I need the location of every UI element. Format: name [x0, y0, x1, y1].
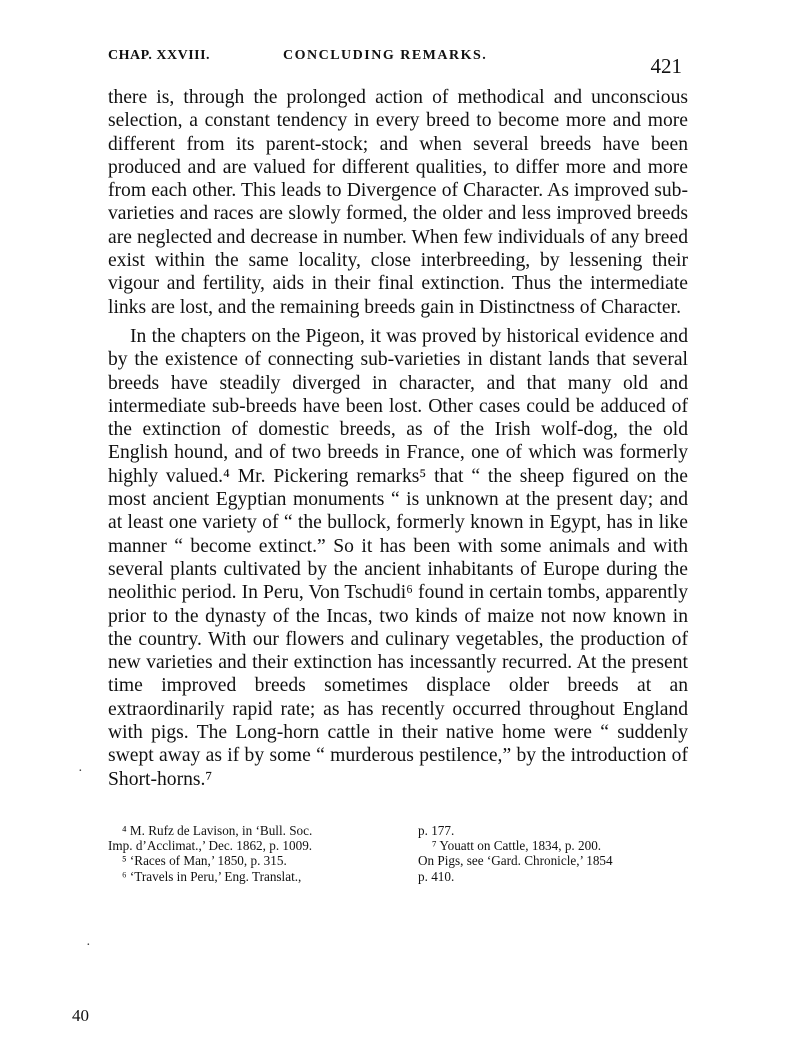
running-head	[108, 40, 688, 76]
signature-mark: 40	[72, 1006, 89, 1025]
footnote-line: Imp. d’Acclimat.,’ Dec. 1862, p. 1009.	[108, 838, 313, 854]
footnotes	[108, 823, 688, 884]
chapter-label: CHAP. XXVIII.	[108, 48, 211, 63]
footnote-line: ⁶ ‘Travels in Peru,’ Eng. Translat.,	[122, 868, 302, 884]
paragraph: In the chapters on the Pigeon, it was proved by historical evidence and by the existence of connecting sub-varieties in distant lands that several breeds have steadily diverged in character, and that many old and intermediate sub-breeds have been lost. Other cases could be adduced of the extinction of domestic breeds, as of the Irish wolf-dog, the old English hound, and of two breeds in France, one of which was formerly highly valued.⁴ Mr. Pickering remarks⁵ that “ the sheep figured on the most ancient Egyptian monuments “ is unknown at the present day; and at least one variety of “ the bullock, formerly known in Egypt, has in like manner “ become extinct.” So it has been with some animals and with several plants cultivated by the ancient inhabitants of Europe during the neolithic period. In Peru, Von Tschudi⁶ found in certain tombs, apparently prior to the dynasty of the Incas, two kinds of maize not now known in the country. With our flowers and culinary vegetables, the production of new varieties and their extinction has incessantly recurred. At the present time improved breeds sometimes displace older breeds at an extraordinarily rapid rate; as has recently occurred throughout England with pigs. The Long-horn cattle in their native home were “ suddenly swept away as if by some “ murderous pestilence,” by the introduction of Short-horns.⁷	[108, 325, 688, 790]
footnote-line: ⁴ M. Rufz de Lavison, in ‘Bull. Soc.	[122, 822, 313, 838]
footnote-line: p. 410.	[418, 868, 455, 884]
paragraph: there is, through the prolonged action of methodical and unconscious selection, a constant tendency in every breed to become more and more different from its parent-stock; and when several breeds have been produced and are valued for different qualities, to differ more and more from each other. This leads to Divergence of Character. As improved sub-varieties and races are slowly formed, the older and less improved breeds are neglected and decrease in number. When few individuals of any breed exist within the same locality, close interbreeding, by lessening their vigour and fertility, aids in their final extinction. Thus the intermediate links are lost, and the remaining breeds gain in Distinctness of Character.	[108, 87, 688, 318]
footnotes-right-column	[418, 823, 688, 884]
book-page	[108, 40, 688, 884]
running-title: CONCLUDING REMARKS.	[283, 48, 488, 63]
margin-speck: ·	[78, 764, 83, 779]
footnote-line: On Pigs, see ‘Gard. Chronicle,’ 1854	[418, 853, 613, 869]
body-text	[108, 86, 688, 791]
page-number: 421	[650, 54, 682, 78]
margin-speck: ·	[86, 938, 91, 953]
footnote-line: ⁵ ‘Races of Man,’ 1850, p. 315.	[122, 853, 287, 869]
footnote-line: ⁷ Youatt on Cattle, 1834, p. 200.	[432, 838, 602, 854]
footnote-line: p. 177.	[418, 822, 455, 838]
footnotes-left-column	[108, 823, 400, 884]
